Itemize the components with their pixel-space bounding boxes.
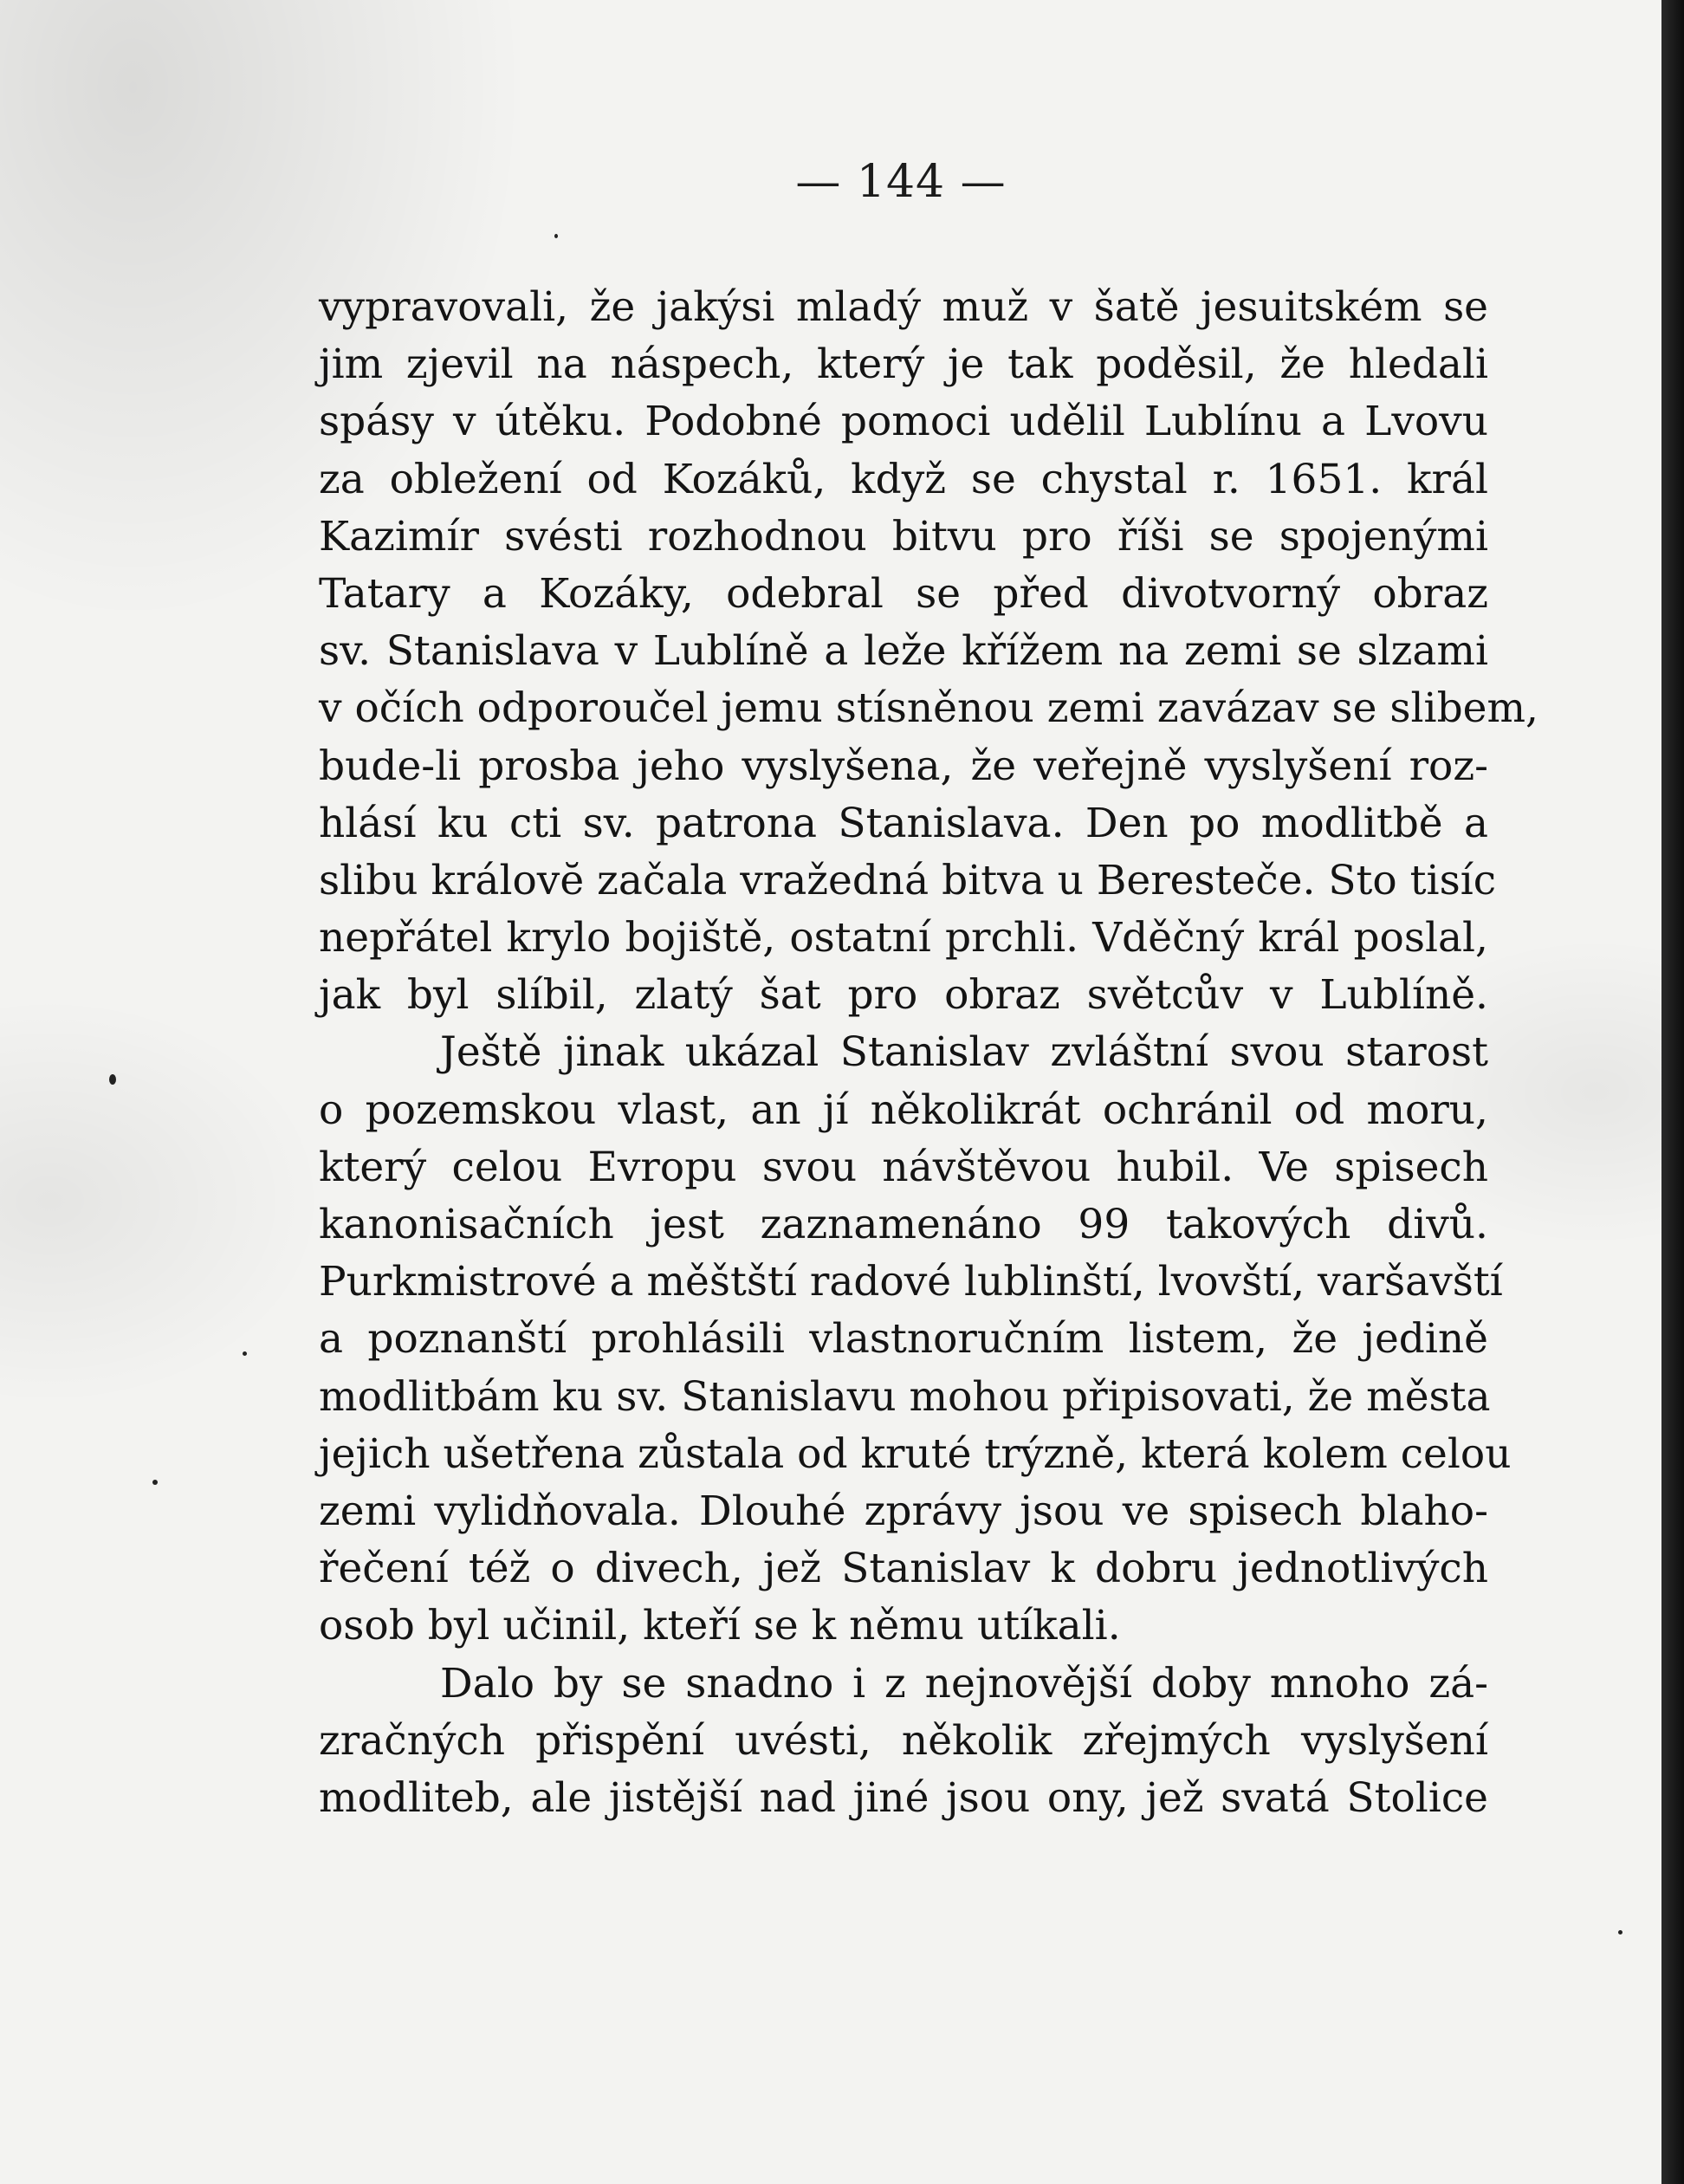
text-line: hlásí ku cti sv. patrona Stanislava. Den po modlitbě a xyxy=(319,799,1488,847)
page-number: — 144 — xyxy=(795,156,1007,208)
text-line: který celou Evropu svou návštěvou hubil. Ve spisech xyxy=(319,1143,1488,1191)
text-line: jim zjevil na náspech, který je tak poděsil, že hledali xyxy=(319,340,1488,389)
text-line: zemi vylidňovala. Dlouhé zprávy jsou ve spisech blaho- xyxy=(319,1487,1488,1535)
paper-speck xyxy=(554,234,558,238)
text-line: řečení též o divech, jež Stanislav k dobru jednotlivých xyxy=(319,1545,1488,1593)
text-line: vypravovali, že jakýsi mladý muž v šatě jesuitském se xyxy=(319,283,1488,331)
text-line: modliteb, ale jistější nad jiné jsou ony, jež svatá Stolice xyxy=(319,1773,1488,1822)
text-line: Purkmistrové a měštští radové lublinští, lvovští, varšavští xyxy=(319,1258,1503,1306)
text-line: spásy v útěku. Podobné pomoci udělil Lublínu a Lvovu xyxy=(319,398,1488,446)
text-line: kanonisačních jest zaznamenáno 99 takových divů. xyxy=(319,1201,1488,1248)
text-line: sv. Stanislava v Lublíně a leže křížem na zemi se slzami xyxy=(319,627,1488,676)
paragraph-start-line: Ještě jinak ukázal Stanislav zvláštní svou starost xyxy=(440,1028,1488,1077)
paper-speck xyxy=(152,1480,158,1485)
page-edge-shadow xyxy=(1661,0,1684,2184)
text-line: Tatary a Kozáky, odebral se před divotvorný obraz xyxy=(319,569,1488,618)
text-line: v očích odporoučel jemu stísněnou zemi zavázav se slibem, xyxy=(319,684,1538,733)
text-line: bude-li prosba jeho vyslyšena, že veřejně vyslyšení roz- xyxy=(319,742,1488,790)
text-line: za obležení od Kozáků, když se chystal r. 1651. král xyxy=(319,455,1488,503)
text-line: slibu královĕ začala vražedná bitva u Beresteče. Sto tisíc xyxy=(319,856,1497,904)
text-line: jejich ušetřena zůstala od kruté trýzně, která kolem celou xyxy=(319,1429,1512,1478)
text-line: a poznanští prohlásili vlastnoručním listem, že jedině xyxy=(319,1315,1488,1364)
paper-speck xyxy=(1618,1930,1622,1934)
text-line: Kazimír svésti rozhodnou bitvu pro říši se spojenými xyxy=(319,512,1488,561)
paragraph-start-line: Dalo by se snadno i z nejnovější doby mnoho zá- xyxy=(440,1659,1488,1708)
paper-speck xyxy=(243,1351,247,1356)
paragraph-end-line: jak byl slíbil, zlatý šat pro obraz světcův v Lublíně. xyxy=(319,971,1488,1020)
body-text xyxy=(319,279,1538,1827)
text-line: zračných přispění uvésti, několik zřejmých vyslyšení xyxy=(319,1716,1488,1765)
text-line: modlitbám ku sv. Stanislavu mohou připisovati, že města xyxy=(319,1372,1491,1421)
text-line: nepřátel krylo bojiště, ostatní prchli. Vděčný král poslal, xyxy=(319,914,1488,962)
paper-speck xyxy=(109,1074,116,1085)
text-line: o pozemskou vlast, an jí několikrát ochránil od moru, xyxy=(319,1086,1488,1134)
paragraph-end-line: osob byl učinil, kteří se k němu utíkali. xyxy=(319,1602,1121,1650)
